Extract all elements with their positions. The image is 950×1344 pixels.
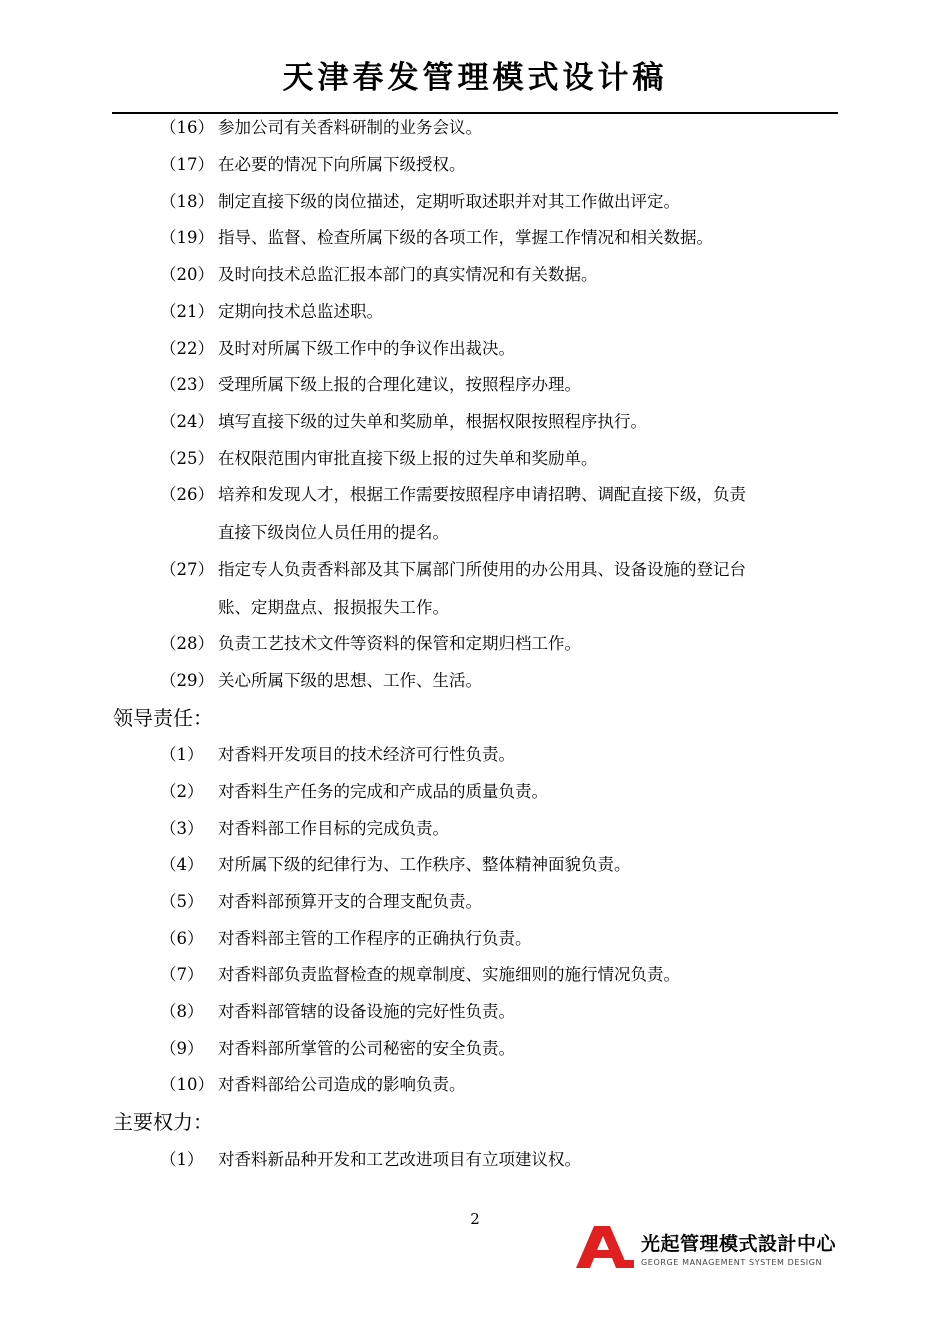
item-number: （29） bbox=[160, 671, 214, 690]
item-number: （23） bbox=[160, 375, 214, 394]
item-text: 制定直接下级的岗位描述，定期听取述职并对其工作做出评定。 bbox=[218, 192, 680, 211]
item-number: （18） bbox=[160, 192, 214, 211]
item-number: （7） bbox=[160, 965, 204, 984]
item-number: （8） bbox=[160, 1002, 204, 1021]
item-text-continued: 账、定期盘点、报损报失工作。 bbox=[218, 598, 449, 617]
section-heading-leadership: 领导责任： bbox=[113, 706, 213, 730]
item-number: （1） bbox=[160, 1150, 204, 1169]
page-header-title: 天津春发管理模式设计稿 bbox=[282, 60, 668, 96]
item-number: （26） bbox=[160, 485, 214, 504]
item-text: 对所属下级的纪律行为、工作秩序、整体精神面貌负责。 bbox=[218, 855, 631, 874]
item-text-continued: 直接下级岗位人员任用的提名。 bbox=[218, 523, 449, 542]
header-rule bbox=[112, 112, 838, 114]
item-text: 指导、监督、检查所属下级的各项工作，掌握工作情况和相关数据。 bbox=[218, 228, 713, 247]
logo-name: 光起管理模式設計中心 bbox=[641, 1233, 837, 1255]
item-number: （2） bbox=[160, 782, 204, 801]
item-text: 对香料新品种开发和工艺改进项目有立项建议权。 bbox=[218, 1150, 581, 1169]
logo-subtitle: GEORGE MANAGEMENT SYSTEM DESIGN bbox=[641, 1258, 823, 1267]
item-number: （20） bbox=[160, 265, 214, 284]
item-text: 对香料部管辖的设备设施的完好性负责。 bbox=[218, 1002, 515, 1021]
item-number: （6） bbox=[160, 929, 204, 948]
item-text: 对香料部预算开支的合理支配负责。 bbox=[218, 892, 482, 911]
item-number: （10） bbox=[160, 1075, 214, 1094]
item-number: （1） bbox=[160, 745, 204, 764]
item-text: 关心所属下级的思想、工作、生活。 bbox=[218, 671, 482, 690]
item-number: （22） bbox=[160, 339, 214, 358]
item-number: （25） bbox=[160, 449, 214, 468]
item-text: 定期向技术总监述职。 bbox=[218, 302, 383, 321]
item-text: 对香料部给公司造成的影响负责。 bbox=[218, 1075, 466, 1094]
item-text: 及时对所属下级工作中的争议作出裁决。 bbox=[218, 339, 515, 358]
item-number: （3） bbox=[160, 819, 204, 838]
item-number: （21） bbox=[160, 302, 214, 321]
item-text: 对香料开发项目的技术经济可行性负责。 bbox=[218, 745, 515, 764]
item-text: 在权限范围内审批直接下级上报的过失单和奖励单。 bbox=[218, 449, 598, 468]
item-number: （5） bbox=[160, 892, 204, 911]
section-heading-powers: 主要权力： bbox=[113, 1110, 213, 1134]
item-number: （17） bbox=[160, 155, 214, 174]
item-text: 指定专人负责香料部及其下属部门所使用的办公用具、设备设施的登记台 bbox=[218, 560, 746, 579]
item-text: 及时向技术总监汇报本部门的真实情况和有关数据。 bbox=[218, 265, 598, 284]
item-text: 对香料部主管的工作程序的正确执行负责。 bbox=[218, 929, 532, 948]
item-number: （4） bbox=[160, 855, 204, 874]
item-number: （9） bbox=[160, 1039, 204, 1058]
item-number: （16） bbox=[160, 118, 214, 137]
item-text: 对香料部所掌管的公司秘密的安全负责。 bbox=[218, 1039, 515, 1058]
item-text: 受理所属下级上报的合理化建议，按照程序办理。 bbox=[218, 375, 581, 394]
item-number: （24） bbox=[160, 412, 214, 431]
item-number: （19） bbox=[160, 228, 214, 247]
page-number: 2 bbox=[470, 1210, 480, 1228]
item-number: （27） bbox=[160, 560, 214, 579]
company-logo bbox=[576, 1226, 838, 1270]
item-text: 参加公司有关香料研制的业务会议。 bbox=[218, 118, 482, 137]
item-text: 对香料生产任务的完成和产成品的质量负责。 bbox=[218, 782, 548, 801]
item-text: 负责工艺技术文件等资料的保管和定期归档工作。 bbox=[218, 634, 581, 653]
item-text: 对香料部工作目标的完成负责。 bbox=[218, 819, 449, 838]
item-text: 培养和发现人才，根据工作需要按照程序申请招聘、调配直接下级，负责 bbox=[218, 485, 746, 504]
item-text: 对香料部负责监督检查的规章制度、实施细则的施行情况负责。 bbox=[218, 965, 680, 984]
item-number: （28） bbox=[160, 634, 214, 653]
item-text: 在必要的情况下向所属下级授权。 bbox=[218, 155, 466, 174]
item-text: 填写直接下级的过失单和奖励单，根据权限按照程序执行。 bbox=[218, 412, 647, 431]
logo-a-mark-icon bbox=[576, 1226, 634, 1268]
